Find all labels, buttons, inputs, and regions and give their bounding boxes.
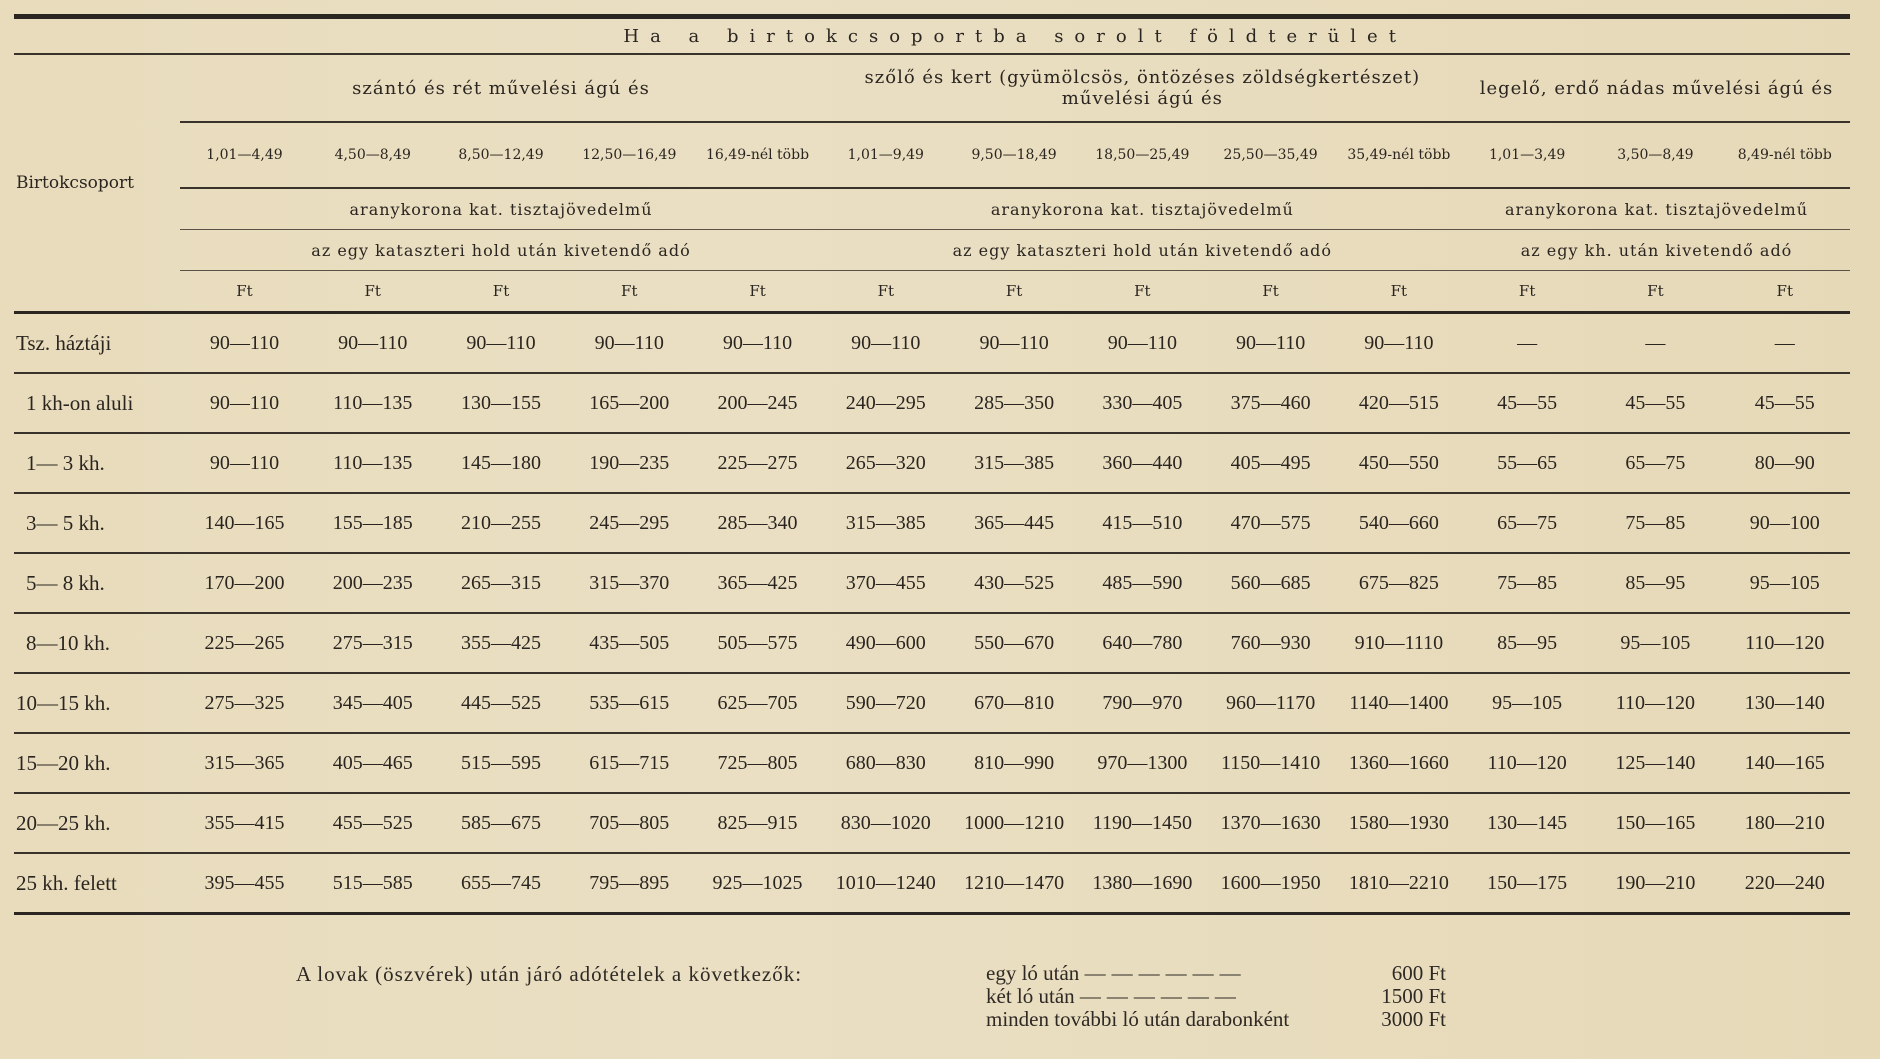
range-header-cell: 1,01—9,49	[847, 147, 924, 163]
table-cell: 1370—1630	[1220, 811, 1321, 834]
table-cell: 675—825	[1358, 571, 1439, 594]
table-row	[14, 733, 1850, 793]
row-label: 20—25 kh.	[16, 810, 111, 835]
table-cell: 90—110	[1107, 331, 1177, 354]
table-cell: 90—110	[851, 331, 921, 354]
unit-cell: Ft	[1390, 282, 1408, 300]
table-cell: 140—165	[1744, 751, 1825, 774]
table-cell: 210—255	[461, 511, 541, 534]
table-cell: 90—110	[594, 331, 664, 354]
table-cell: 285—340	[717, 511, 798, 534]
range-header-cell: 4,50—8,49	[334, 147, 411, 163]
table-cell: 200—245	[717, 391, 798, 414]
table-cell: 415—510	[1102, 511, 1183, 534]
table-cell: 485—590	[1102, 571, 1183, 594]
table-row	[14, 373, 1850, 433]
horse-tax-line	[986, 962, 1446, 985]
table-cell: 420—515	[1358, 391, 1439, 414]
row-label: 15—20 kh.	[16, 750, 111, 775]
table-cell: 90—110	[209, 451, 280, 474]
table-cell: 970—1300	[1097, 751, 1188, 774]
table-cell: 220—240	[1744, 871, 1825, 894]
range-header-cell: 8,49-nél több	[1737, 147, 1832, 163]
table-cell: 360—440	[1102, 451, 1183, 474]
table-cell: 1140—1400	[1349, 691, 1449, 714]
row-label: 25 kh. felett	[16, 870, 117, 895]
table-cell: 1010—1240	[835, 871, 936, 894]
table-cell: 1380—1690	[1092, 871, 1193, 894]
tax-label-1: az egy kataszteri hold után kivetendő adó	[311, 240, 691, 260]
table-cell: 375—460	[1230, 391, 1311, 414]
table-row	[14, 433, 1850, 493]
tax-table-body	[14, 313, 1850, 914]
horse-tax-line-text: két ló után ——————	[986, 984, 1242, 1008]
table-cell: 345—405	[332, 691, 413, 714]
table-cell: 55—65	[1497, 451, 1558, 474]
range-header-cell: 12,50—16,49	[582, 147, 677, 163]
table-title: Ha a birtokcsoportba sorolt földterület	[623, 25, 1407, 47]
table-cell: 45—55	[1625, 391, 1686, 414]
unit-cell: Ft	[364, 282, 381, 300]
table-cell: 90—110	[722, 331, 793, 354]
table-cell: 90—110	[338, 331, 408, 354]
table-cell: 150—165	[1615, 811, 1696, 834]
table-cell: 1360—1660	[1348, 751, 1449, 774]
table-cell: 355—415	[204, 811, 285, 834]
table-cell: 130—155	[461, 391, 541, 414]
table-cell: 445—525	[461, 691, 541, 714]
range-header-cell: 35,49-nél több	[1347, 147, 1451, 163]
unit-cell: Ft	[492, 282, 510, 300]
table-cell: 670—810	[974, 691, 1055, 714]
range-header-cell: 16,49-nél több	[706, 147, 810, 163]
unit-cell: Ft	[1518, 282, 1536, 300]
unit-cell: Ft	[621, 282, 638, 300]
table-cell: 165—200	[589, 391, 670, 414]
table-cell: 725—805	[717, 751, 798, 774]
horse-tax-line-value: 600 Ft	[1391, 961, 1446, 985]
table-row	[14, 613, 1850, 673]
table-cell: 110—135	[333, 451, 413, 474]
unit-cell: Ft	[1647, 282, 1664, 300]
table-cell: 405—495	[1230, 451, 1311, 474]
table-cell: 45—55	[1497, 391, 1558, 414]
table-cell: —	[1774, 331, 1795, 354]
table-cell: 95—105	[1620, 631, 1691, 654]
horse-tax-line-text: minden további ló után darabonként	[986, 1007, 1290, 1031]
table-cell: 365—425	[717, 571, 798, 594]
unit-row	[14, 271, 1850, 313]
horse-tax-note	[296, 958, 1556, 1038]
table-cell: —	[1517, 331, 1538, 354]
income-label-2: aranykorona kat. tisztajövedelmű	[990, 199, 1294, 219]
table-cell: 810—990	[974, 751, 1055, 774]
unit-cell: Ft	[877, 282, 895, 300]
table-cell: 170—200	[204, 571, 285, 594]
table-cell: 75—85	[1625, 511, 1686, 534]
range-header-cell: 1,01—4,49	[206, 147, 283, 163]
table-cell: 140—165	[204, 511, 285, 534]
table-cell: 450—550	[1358, 451, 1439, 474]
table-cell: 490—600	[845, 631, 926, 654]
table-cell: 265—320	[845, 451, 926, 474]
table-cell: 285—350	[974, 391, 1055, 414]
table-cell: 315—365	[204, 751, 285, 774]
range-header-cell: 1,01—3,49	[1488, 147, 1566, 163]
table-cell: 75—85	[1497, 571, 1558, 594]
table-cell: 90—110	[1235, 331, 1306, 354]
table-cell: 405—465	[332, 751, 413, 774]
range-header-cell: 9,50—18,49	[971, 147, 1057, 163]
table-cell: 795—895	[589, 871, 670, 894]
row-label: 10—15 kh.	[16, 690, 111, 715]
horse-tax-line	[986, 985, 1446, 1008]
table-cell: 515—585	[332, 871, 413, 894]
table-row	[14, 553, 1850, 613]
table-cell: 125—140	[1615, 751, 1696, 774]
table-cell: 355—425	[461, 631, 541, 654]
range-header-cell: 3,50—8,49	[1617, 147, 1694, 163]
table-cell: 80—90	[1754, 451, 1815, 474]
table-cell: 640—780	[1102, 631, 1183, 654]
table-cell: 190—210	[1615, 871, 1696, 894]
table-cell: 655—745	[461, 871, 541, 894]
table-cell: 590—720	[845, 691, 926, 714]
row-label: 5— 8 kh.	[26, 570, 105, 595]
table-cell: 560—685	[1230, 571, 1311, 594]
row-label: Tsz. háztáji	[16, 330, 112, 355]
table-cell: 90—110	[209, 391, 280, 414]
row-label: 1— 3 kh.	[26, 450, 105, 475]
table-cell: 90—110	[1364, 331, 1434, 354]
table-cell: 110—120	[1615, 691, 1696, 714]
table-cell: 1580—1930	[1348, 811, 1449, 834]
table-cell: 90—110	[466, 331, 536, 354]
table-cell: 435—505	[589, 631, 670, 654]
table-cell: 245—295	[589, 511, 670, 534]
table-cell: 540—660	[1358, 511, 1439, 534]
table-cell: 505—575	[717, 631, 798, 654]
table-cell: 330—405	[1102, 391, 1183, 414]
group-header-szolo: szőlő és kert (gyümölcsös, öntözéses zöldségkertészet) művelési ágú és	[864, 67, 1421, 109]
table-cell: 85—95	[1625, 571, 1686, 594]
unit-cell: Ft	[236, 282, 253, 300]
table-cell: 760—930	[1230, 631, 1311, 654]
table-cell: 95—105	[1749, 571, 1820, 594]
table-cell: 275—325	[204, 691, 285, 714]
income-label-1: aranykorona kat. tisztajövedelmű	[349, 199, 653, 219]
tax-label-2: az egy kataszteri hold után kivetendő adó	[952, 240, 1333, 260]
unit-cell: Ft	[1005, 282, 1023, 300]
table-row	[14, 493, 1850, 553]
table-cell: 615—715	[589, 751, 670, 774]
table-cell: 65—75	[1497, 511, 1558, 534]
table-cell: 240—295	[845, 391, 926, 414]
table-cell: 790—970	[1102, 691, 1183, 714]
income-label-3: aranykorona kat. tisztajövedelmű	[1504, 199, 1808, 219]
table-cell: 225—275	[717, 451, 798, 474]
table-cell: 535—615	[589, 691, 670, 714]
table-cell: 315—370	[589, 571, 670, 594]
row-label: 1 kh-on aluli	[26, 390, 134, 415]
table-cell: 45—55	[1754, 391, 1815, 414]
table-cell: 1150—1410	[1220, 751, 1321, 774]
table-cell: 960—1170	[1225, 691, 1316, 714]
table-cell: —	[1645, 331, 1666, 354]
table-cell: 705—805	[589, 811, 670, 834]
table-cell: 200—235	[332, 571, 413, 594]
table-cell: 265—315	[461, 571, 541, 594]
horse-tax-line-value: 3000 Ft	[1381, 1007, 1446, 1031]
table-cell: 1810—2210	[1348, 871, 1449, 894]
table-cell: 315—385	[845, 511, 926, 534]
unit-cell: Ft	[1262, 282, 1279, 300]
table-cell: 470—575	[1230, 511, 1311, 534]
horse-tax-line-value: 1500 Ft	[1381, 984, 1446, 1008]
table-cell: 145—180	[461, 451, 541, 474]
table-cell: 110—120	[1745, 631, 1825, 654]
table-cell: 625—705	[717, 691, 798, 714]
horse-tax-intro: A lovak (öszvérek) után járó adótételek a következők:	[296, 962, 803, 986]
row-label: 8—10 kh.	[26, 630, 110, 655]
table-cell: 910—1110	[1354, 631, 1444, 654]
horse-tax-line	[986, 1008, 1446, 1031]
table-row	[14, 853, 1850, 914]
table-cell: 130—145	[1487, 811, 1568, 834]
row-label-header: Birtokcsoport	[14, 54, 180, 313]
table-cell: 370—455	[845, 571, 926, 594]
table-cell: 430—525	[974, 571, 1055, 594]
table-cell: 585—675	[461, 811, 541, 834]
table-cell: 90—100	[1749, 511, 1820, 534]
table-cell: 830—1020	[840, 811, 931, 834]
range-header-row	[14, 122, 1850, 188]
unit-cell: Ft	[1134, 282, 1151, 300]
table-cell: 315—385	[974, 451, 1055, 474]
table-cell: 550—670	[974, 631, 1055, 654]
table-cell: 155—185	[332, 511, 413, 534]
row-label: 3— 5 kh.	[26, 510, 105, 535]
table-cell: 455—525	[332, 811, 413, 834]
table-cell: 150—175	[1487, 871, 1568, 894]
table-cell: 90—110	[209, 331, 280, 354]
unit-cell: Ft	[749, 282, 766, 300]
range-header-cell: 18,50—25,49	[1095, 147, 1190, 163]
table-cell: 680—830	[845, 751, 926, 774]
table-cell: 825—915	[717, 811, 798, 834]
table-cell: 225—265	[204, 631, 285, 654]
table-row	[14, 313, 1850, 374]
table-cell: 95—105	[1492, 691, 1563, 714]
table-cell: 925—1025	[712, 871, 803, 894]
horse-tax-line-text: egy ló után ——————	[986, 961, 1247, 985]
group-header-szanto: szántó és rét művelési ágú és	[352, 77, 650, 99]
table-row	[14, 793, 1850, 853]
table-cell: 1000—1210	[964, 811, 1065, 834]
table-cell: 90—110	[979, 331, 1049, 354]
table-cell: 180—210	[1744, 811, 1825, 834]
table-cell: 1210—1470	[964, 871, 1065, 894]
table-cell: 365—445	[974, 511, 1055, 534]
table-row	[14, 673, 1850, 733]
table-cell: 515—595	[461, 751, 541, 774]
table-cell: 110—135	[333, 391, 413, 414]
table-cell: 395—455	[204, 871, 285, 894]
table-cell: 190—235	[589, 451, 670, 474]
tax-label-3: az egy kh. után kivetendő adó	[1520, 240, 1793, 260]
table-cell: 130—140	[1744, 691, 1825, 714]
table-cell: 1190—1450	[1092, 811, 1192, 834]
tax-table	[14, 14, 1850, 915]
horse-tax-lines	[986, 962, 1446, 1031]
group-header-legelo: legelő, erdő nádas művelési ágú és	[1479, 77, 1834, 99]
table-cell: 65—75	[1625, 451, 1686, 474]
range-header-cell: 25,50—35,49	[1223, 147, 1318, 163]
table-cell: 1600—1950	[1220, 871, 1321, 894]
table-cell: 110—120	[1487, 751, 1567, 774]
table-cell: 85—95	[1497, 631, 1558, 654]
table-cell: 275—315	[332, 631, 413, 654]
range-header-cell: 8,50—12,49	[458, 147, 544, 163]
unit-cell: Ft	[1776, 282, 1793, 300]
